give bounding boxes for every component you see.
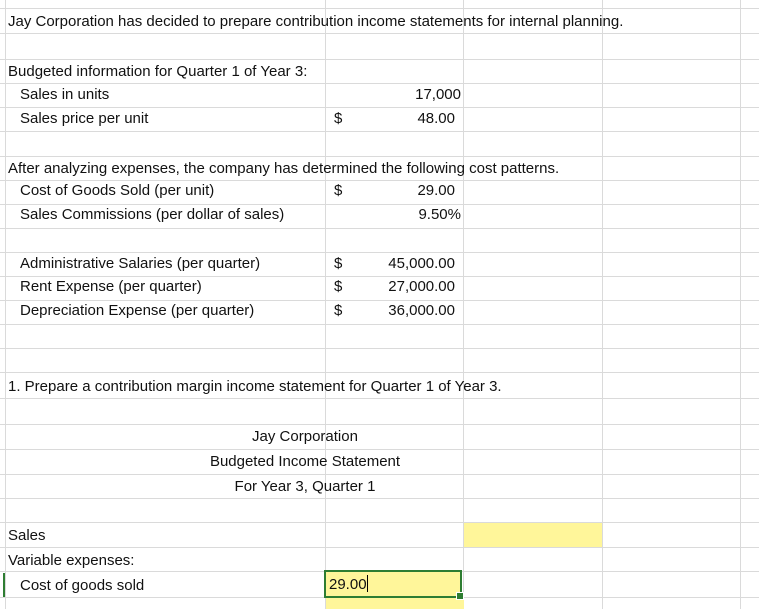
gridline — [0, 522, 759, 523]
rent-currency: $ — [334, 278, 343, 295]
gridline — [602, 0, 603, 609]
gridline — [0, 228, 759, 229]
admin-currency: $ — [334, 255, 343, 272]
gridline — [0, 372, 759, 373]
gridline — [0, 107, 759, 108]
gridline — [0, 156, 759, 157]
dep-label: Depreciation Expense (per quarter) — [20, 302, 255, 319]
cogs-value[interactable]: 29.00 — [417, 182, 455, 199]
gridline — [0, 8, 759, 9]
gridline — [0, 59, 759, 60]
cogs-input-value[interactable]: 29.00 — [329, 576, 367, 593]
gridline — [0, 424, 759, 425]
dep-value[interactable]: 36,000.00 — [388, 302, 455, 319]
costs-heading: After analyzing expenses, the company has determined the following cost patterns. — [8, 160, 560, 177]
gridline — [463, 0, 464, 609]
statement-variable-label: Variable expenses: — [8, 552, 135, 569]
intro-text: Jay Corporation has decided to prepare contribution income statements for internal planning. — [8, 13, 624, 30]
commission-label: Sales Commissions (per dollar of sales) — [20, 206, 285, 223]
cogs-currency: $ — [334, 182, 343, 199]
gridline — [0, 398, 759, 399]
fill-handle[interactable] — [456, 592, 464, 600]
cogs-label: Cost of Goods Sold (per unit) — [20, 182, 215, 199]
gridline — [740, 0, 741, 609]
task-text: 1. Prepare a contribution margin income statement for Quarter 1 of Year 3. — [8, 378, 502, 395]
text-cursor — [367, 575, 368, 592]
commission-answer-cell[interactable] — [326, 598, 464, 609]
sales-units-label: Sales in units — [20, 86, 110, 103]
price-currency: $ — [334, 110, 343, 127]
statement-cogs-label: Cost of goods sold — [20, 577, 145, 594]
dep-currency: $ — [334, 302, 343, 319]
gridline — [0, 449, 759, 450]
row-indicator — [3, 573, 5, 597]
price-label: Sales price per unit — [20, 110, 149, 127]
statement-period: For Year 3, Quarter 1 — [234, 478, 376, 495]
gridline — [0, 33, 759, 34]
admin-value[interactable]: 45,000.00 — [388, 255, 455, 272]
gridline — [0, 252, 759, 253]
price-value[interactable]: 48.00 — [417, 110, 455, 127]
budget-heading: Budgeted information for Quarter 1 of Year 3: — [8, 63, 308, 80]
admin-label: Administrative Salaries (per quarter) — [20, 255, 261, 272]
commission-value[interactable]: 9.50% — [418, 206, 461, 223]
rent-value[interactable]: 27,000.00 — [388, 278, 455, 295]
statement-sales-label: Sales — [8, 527, 46, 544]
sales-answer-cell[interactable] — [464, 523, 602, 547]
gridline — [0, 131, 759, 132]
statement-title: Budgeted Income Statement — [209, 453, 401, 470]
gridline — [0, 498, 759, 499]
gridline — [0, 83, 759, 84]
statement-company: Jay Corporation — [252, 428, 358, 445]
gridline — [5, 0, 6, 609]
gridline — [0, 348, 759, 349]
gridline — [0, 324, 759, 325]
gridline — [0, 474, 759, 475]
sales-units-value[interactable]: 17,000 — [415, 86, 461, 103]
rent-label: Rent Expense (per quarter) — [20, 278, 202, 295]
gridline — [0, 547, 759, 548]
cogs-input-cell[interactable] — [324, 570, 462, 598]
